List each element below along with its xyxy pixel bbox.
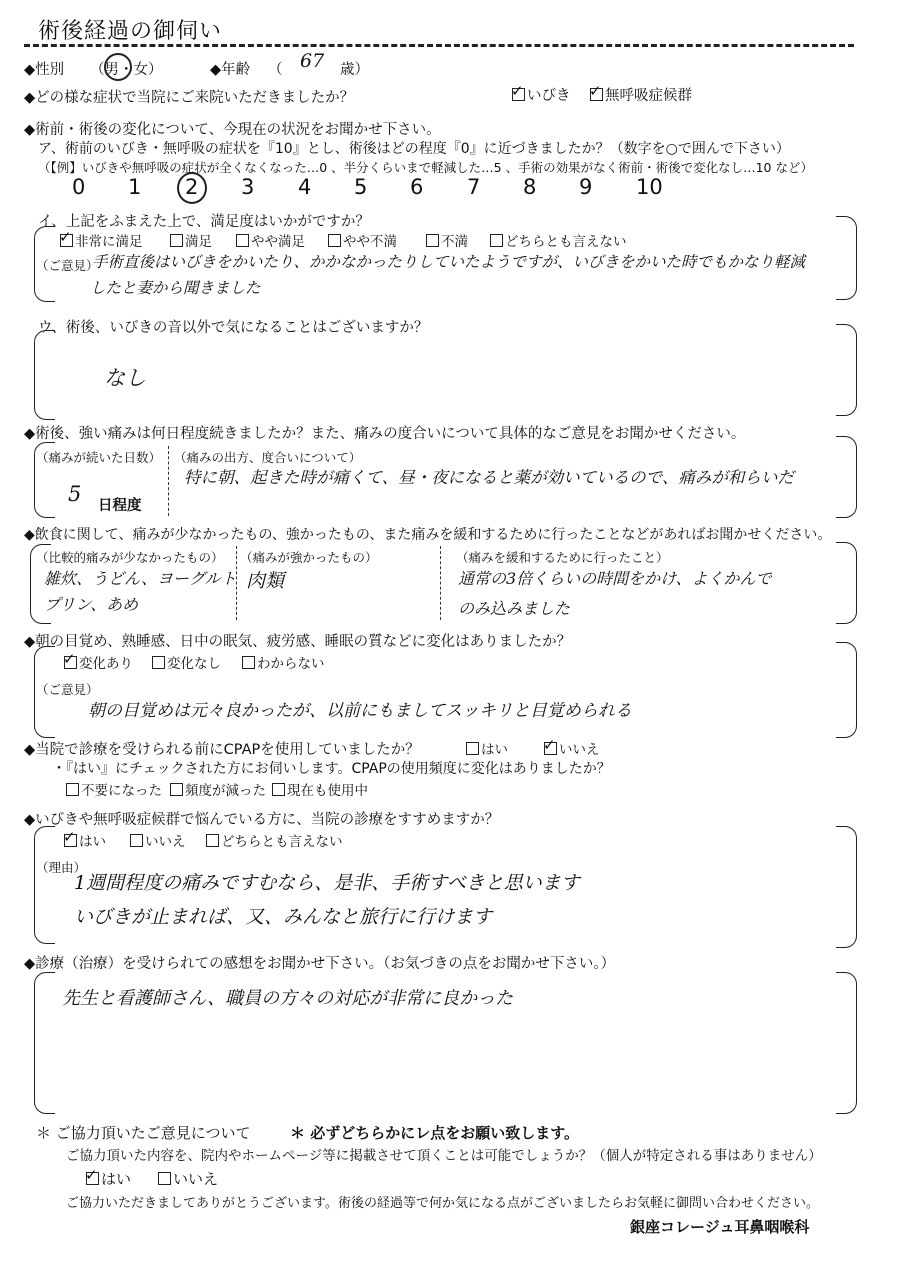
q3-option-neither[interactable]: どちらとも言えない — [490, 230, 627, 250]
q3-option-unsatisfied[interactable]: 不満 — [426, 230, 468, 250]
q9-answer-line1: 1週間程度の痛みですむなら、是非、手術すべきと思います — [74, 872, 580, 894]
bracket-right — [836, 542, 857, 624]
q9-option-neither[interactable]: どちらとも言えない — [206, 830, 343, 850]
q9-option-yes[interactable]: ✓ はい — [63, 828, 106, 850]
q6-col1-line2: プリン、あめ — [44, 595, 139, 614]
checkbox[interactable]: ✓ — [511, 82, 524, 100]
q2-example: （【例】いびきや無呼吸の症状が全くなくなった…0 、半分くらいまで軽減した…5 、手術の効果がなく術前・術後で変化なし…10 など） — [38, 160, 813, 175]
q6-col3-label: （痛みを緩和するために行ったこと） — [456, 550, 669, 565]
q8-question: ◆当院で診療を受けられる前にCPAPを使用していましたか？ — [24, 742, 420, 758]
q4-answer: なし — [104, 366, 146, 390]
q8-sub-option-still-using[interactable]: 現在も使用中 — [272, 779, 368, 799]
q7-question: ◆朝の目覚め、熟睡感、日中の眠気、疲労感、睡眠の質などに変化はありましたか？ — [24, 634, 572, 650]
q1-option-apnea[interactable]: ✓ 無呼吸症候群 — [589, 82, 692, 104]
consent-title: ＊ ご協力頂いたご意見について — [36, 1124, 251, 1142]
q9-question: ◆いびきや無呼吸症候群で悩んでいる方に、当院の診療をすすめますか？ — [24, 812, 500, 828]
q8-subquestion: ・『はい』にチェックされた方にお伺いします。CPAPの使用頻度に変化はありましたか？ — [52, 761, 611, 777]
q7-answer: 朝の目覚めは元々良かったが、以前にもましてスッキリと目覚められる — [88, 701, 632, 721]
q5-divider — [168, 446, 169, 516]
bracket-right — [836, 972, 857, 1114]
q6-divider-1 — [236, 546, 237, 620]
scale-6[interactable]: 6 — [410, 175, 424, 199]
q7-option-unknown[interactable]: わからない — [242, 652, 325, 672]
q2-sub-a: ア、術前のいびき・無呼吸の症状を『10』とし、術後はどの程度『0』に近づきましたか？（数字を○で囲んで下さい） — [38, 141, 790, 157]
scale-2[interactable]: 2 — [185, 175, 199, 199]
q3-option-somewhat-satisfied[interactable]: やや満足 — [236, 230, 305, 250]
q8-sub-option-reduced[interactable]: 頻度が減った — [170, 779, 266, 799]
bracket-left — [34, 330, 55, 420]
age-open: （ — [268, 62, 283, 78]
thanks-message: ご協力いただきましてありがとうございます。術後の経過等で何か気になる点がございましたらお気軽に御問い合わせください。 — [66, 1196, 819, 1211]
q5-degree-label: （痛みの出方、度合いについて） — [174, 450, 362, 465]
q5-days-unit: 日程度 — [98, 498, 142, 514]
age-label: ◆年齢 — [210, 62, 251, 78]
q3-answer-line2: したと妻から聞きました — [90, 279, 261, 297]
scale-7[interactable]: 7 — [467, 175, 481, 199]
q3-opinion-label: （ご意見） — [36, 258, 99, 273]
consent-option-yes[interactable]: ✓ はい — [85, 1166, 132, 1188]
consent-question: ご協力頂いた内容を、院内やホームページ等に掲載させて頂くことは可能でしょうか？（個人が特定される事はありません） — [66, 1148, 822, 1164]
checkbox[interactable]: ✓ — [589, 82, 602, 100]
q10-answer: 先生と看護師さん、職員の方々の対応が非常に良かった — [62, 988, 514, 1009]
q3-option-very-satisfied[interactable]: ✓ 非常に満足 — [59, 228, 143, 250]
scale-selected-circle — [177, 172, 207, 204]
q5-days-label: （痛みが続いた日数） — [36, 450, 162, 465]
scale-10[interactable]: 10 — [636, 175, 663, 199]
q6-col1-label: （比較的痛みが少なかったもの） — [36, 550, 224, 565]
q9-reason-label: （理由） — [36, 860, 87, 875]
q5-answer: 特に朝、起きた時が痛くて、昼・夜になると薬が効いているので、痛みが和らいだ — [184, 468, 794, 487]
scale-8[interactable]: 8 — [523, 175, 537, 199]
q6-col1-line1: 雑炊、うどん、ヨーグルト — [44, 569, 237, 588]
q7-option-changed[interactable]: ✓ 変化あり — [63, 650, 133, 672]
scale-3[interactable]: 3 — [241, 175, 255, 199]
scale-0[interactable]: 0 — [72, 175, 86, 199]
scale-1[interactable]: 1 — [128, 175, 142, 199]
bracket-right — [836, 826, 857, 948]
consent-option-no[interactable]: いいえ — [158, 1168, 218, 1189]
age-value: 67 — [300, 50, 325, 72]
q6-question: ◆飲食に関して、痛みが少なかったもの、強かったもの、また痛みを緩和するために行ったことなどがあればお聞かせください。 — [24, 527, 832, 543]
q5-days-value: 5 — [68, 482, 82, 506]
clinic-name: 銀座コレージュ耳鼻咽喉科 — [630, 1218, 810, 1236]
q3-answer-line1: 手術直後はいびきをかいたり、かかなかったりしていたようですが、いびきをかいた時でもかなり軽減 — [92, 253, 806, 271]
q6-col3-line1: 通常の3倍くらいの時間をかけ、よくかんで — [458, 569, 772, 588]
q4-question: ウ、術後、いびきの音以外で気になることはございますか？ — [38, 320, 429, 336]
title-divider — [24, 44, 854, 47]
q7-option-no-change[interactable]: 変化なし — [152, 652, 221, 672]
q6-col2-answer: 肉類 — [246, 570, 285, 592]
q3-question: イ、上記をふまえた上で、満足度はいかがですか？ — [38, 214, 370, 230]
q9-answer-line2: いびきが止まれば、又、みんなと旅行に行けます — [74, 906, 493, 928]
gender-options: （男・女） — [90, 62, 163, 78]
bracket-left — [34, 972, 55, 1114]
q9-option-no[interactable]: いいえ — [130, 830, 186, 850]
scale-5[interactable]: 5 — [354, 175, 368, 199]
gender-label: ◆性別 — [24, 62, 65, 78]
q8-option-yes[interactable]: はい — [466, 738, 508, 758]
scale-4[interactable]: 4 — [298, 175, 312, 199]
q7-opinion-label: （ご意見） — [36, 682, 99, 697]
q3-option-somewhat-unsatisfied[interactable]: やや不満 — [328, 230, 397, 250]
scale-9[interactable]: 9 — [579, 175, 593, 199]
q3-option-satisfied[interactable]: 満足 — [170, 230, 212, 250]
q1-option-snoring[interactable]: ✓ いびき — [511, 82, 571, 104]
q5-question: ◆術後、強い痛みは何日程度続きましたか？また、痛みの度合いについて具体的なご意見をお聞かせください。 — [24, 426, 746, 442]
q8-sub-option-unnecessary[interactable]: 不要になった — [66, 779, 162, 799]
page-title: 術後経過の御伺い — [38, 19, 223, 44]
q6-divider-2 — [440, 546, 441, 620]
bracket-right — [836, 216, 857, 300]
q1-question: ◆どの様な症状で当院にご来院いただきましたか？ — [24, 90, 355, 106]
q8-option-no[interactable]: ✓ いいえ — [543, 736, 600, 758]
age-unit: 歳） — [340, 62, 369, 78]
q2-question: ◆術前・術後の変化について、今現在の状況をお聞かせ下さい。 — [24, 122, 441, 138]
q6-col2-label: （痛みが強かったもの） — [240, 550, 378, 565]
bracket-left — [34, 826, 55, 944]
bracket-right — [836, 642, 857, 738]
bracket-right — [836, 436, 857, 518]
consent-instruction: ＊ 必ずどちらかにレ点をお願い致します。 — [290, 1124, 580, 1142]
q6-col3-line2: のみ込みました — [458, 599, 571, 618]
gender-selected-circle — [104, 53, 132, 81]
q10-question: ◆診療（治療）を受けられての感想をお聞かせ下さい。（お気づきの点をお聞かせ下さい。） — [24, 956, 616, 972]
bracket-right — [836, 324, 857, 416]
